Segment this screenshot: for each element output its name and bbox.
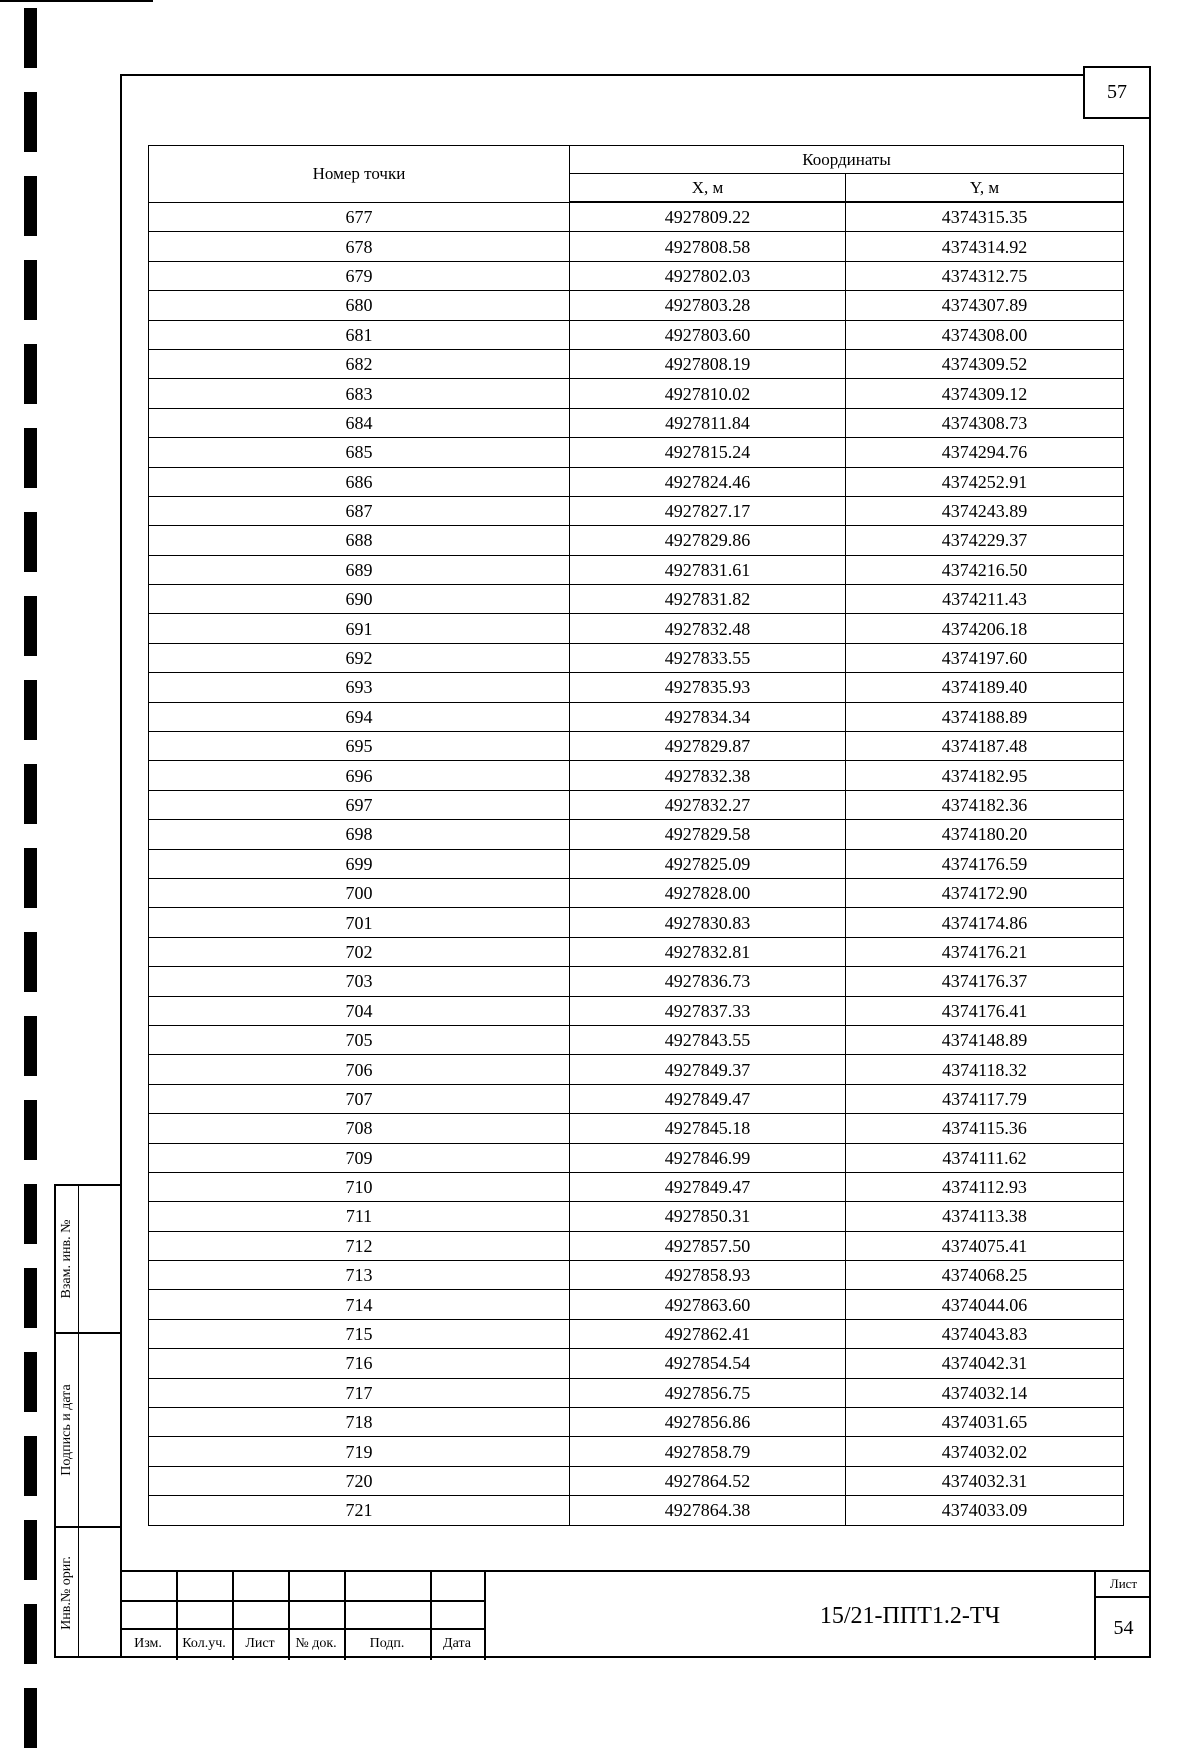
x-coordinate-cell: 4927864.52 [570, 1466, 846, 1495]
table-row [149, 761, 1124, 790]
table-row [149, 1378, 1124, 1407]
x-coordinate-cell: 4927832.38 [570, 761, 846, 790]
x-coordinate-cell: 4927843.55 [570, 1025, 846, 1054]
table-row [149, 320, 1124, 349]
x-coordinate-cell: 4927827.17 [570, 496, 846, 525]
table-row [149, 1202, 1124, 1231]
point-number-cell: 698 [149, 820, 570, 849]
table-row [149, 261, 1124, 290]
x-coordinate-cell: 4927835.93 [570, 673, 846, 702]
scan-mark [24, 1268, 37, 1328]
table-row [149, 1290, 1124, 1319]
table-row [149, 438, 1124, 467]
table-row [149, 1496, 1124, 1525]
x-coordinate-cell: 4927845.18 [570, 1114, 846, 1143]
point-number-cell: 686 [149, 467, 570, 496]
y-coordinate-cell: 4374309.52 [846, 349, 1124, 378]
x-coordinate-cell: 4927829.86 [570, 526, 846, 555]
point-number-cell: 683 [149, 379, 570, 408]
y-coordinate-cell: 4374112.93 [846, 1172, 1124, 1201]
scan-mark [24, 1016, 37, 1076]
x-coordinate-cell: 4927834.34 [570, 702, 846, 731]
point-number-cell: 702 [149, 937, 570, 966]
y-coordinate-cell: 4374117.79 [846, 1084, 1124, 1113]
scan-mark [24, 848, 37, 908]
table-row [149, 1437, 1124, 1466]
y-coordinate-cell: 4374307.89 [846, 291, 1124, 320]
y-coordinate-cell: 4374308.00 [846, 320, 1124, 349]
table-row [149, 1319, 1124, 1348]
table-row [149, 1349, 1124, 1378]
y-coordinate-cell: 4374206.18 [846, 614, 1124, 643]
y-coordinate-cell: 4374032.02 [846, 1437, 1124, 1466]
x-coordinate-cell: 4927802.03 [570, 261, 846, 290]
table-row [149, 1172, 1124, 1201]
scan-mark [24, 932, 37, 992]
y-coordinate-cell: 4374315.35 [846, 202, 1124, 232]
point-number-cell: 712 [149, 1231, 570, 1260]
point-number-cell: 709 [149, 1143, 570, 1172]
point-number-cell: 695 [149, 732, 570, 761]
y-coordinate-cell: 4374252.91 [846, 467, 1124, 496]
table-row [149, 408, 1124, 437]
point-number-cell: 699 [149, 849, 570, 878]
point-number-cell: 689 [149, 555, 570, 584]
table-row [149, 291, 1124, 320]
y-coordinate-cell: 4374031.65 [846, 1408, 1124, 1437]
table-row [149, 202, 1124, 232]
y-coordinate-cell: 4374075.41 [846, 1231, 1124, 1260]
tb-col-signature: Подп. [369, 1636, 405, 1651]
scan-mark [24, 8, 37, 68]
point-number-cell: 707 [149, 1084, 570, 1113]
sheet-label: Лист [1109, 1576, 1138, 1591]
point-number-cell: 682 [149, 349, 570, 378]
table-row [149, 937, 1124, 966]
x-coordinate-cell: 4927833.55 [570, 643, 846, 672]
y-coordinate-cell: 4374115.36 [846, 1114, 1124, 1143]
point-number-cell: 687 [149, 496, 570, 525]
table-row [149, 908, 1124, 937]
point-number-cell: 685 [149, 438, 570, 467]
x-coordinate-cell: 4927832.48 [570, 614, 846, 643]
table-row [149, 702, 1124, 731]
scan-mark [24, 1436, 37, 1496]
table-row [149, 232, 1124, 261]
point-number-cell: 677 [149, 202, 570, 232]
x-coordinate-cell: 4927857.50 [570, 1231, 846, 1260]
x-coordinate-cell: 4927808.19 [570, 349, 846, 378]
scan-mark [24, 1100, 37, 1160]
x-coordinate-cell: 4927803.28 [570, 291, 846, 320]
scan-mark [24, 1688, 37, 1748]
x-coordinate-cell: 4927832.81 [570, 937, 846, 966]
point-number-cell: 697 [149, 790, 570, 819]
tb-col-date: Дата [443, 1636, 471, 1651]
point-number-cell: 700 [149, 878, 570, 907]
y-coordinate-cell: 4374187.48 [846, 732, 1124, 761]
x-coordinate-cell: 4927808.58 [570, 232, 846, 261]
scan-mark [24, 1352, 37, 1412]
table-row [149, 820, 1124, 849]
scan-mark [24, 344, 37, 404]
point-number-cell: 681 [149, 320, 570, 349]
y-coordinate-cell: 4374043.83 [846, 1319, 1124, 1348]
y-coordinate-cell: 4374148.89 [846, 1025, 1124, 1054]
x-coordinate-cell: 4927829.87 [570, 732, 846, 761]
point-number-cell: 713 [149, 1261, 570, 1290]
scan-mark [24, 764, 37, 824]
scan-mark [24, 1604, 37, 1664]
table-row [149, 585, 1124, 614]
point-number-cell: 708 [149, 1114, 570, 1143]
x-coordinate-cell: 4927858.93 [570, 1261, 846, 1290]
x-coordinate-cell: 4927849.47 [570, 1084, 846, 1113]
header-y: Y, м [846, 174, 1124, 203]
y-coordinate-cell: 4374243.89 [846, 496, 1124, 525]
table-row [149, 467, 1124, 496]
y-coordinate-cell: 4374182.95 [846, 761, 1124, 790]
y-coordinate-cell: 4374309.12 [846, 379, 1124, 408]
x-coordinate-cell: 4927824.46 [570, 467, 846, 496]
table-row [149, 1055, 1124, 1084]
point-number-cell: 720 [149, 1466, 570, 1495]
tb-col-change: Изм. [134, 1636, 162, 1651]
title-block [120, 1570, 1151, 1658]
table-row [149, 1143, 1124, 1172]
y-coordinate-cell: 4374032.31 [846, 1466, 1124, 1495]
x-coordinate-cell: 4927831.82 [570, 585, 846, 614]
scan-mark [24, 260, 37, 320]
point-number-cell: 701 [149, 908, 570, 937]
scan-mark [24, 680, 37, 740]
header-x: X, м [570, 174, 846, 203]
y-coordinate-cell: 4374211.43 [846, 585, 1124, 614]
table-row [149, 643, 1124, 672]
y-coordinate-cell: 4374042.31 [846, 1349, 1124, 1378]
document-code: 15/21-ППТ1.2-ТЧ [819, 1602, 1001, 1629]
point-number-cell: 718 [149, 1408, 570, 1437]
y-coordinate-cell: 4374033.09 [846, 1496, 1124, 1525]
point-number-cell: 688 [149, 526, 570, 555]
scan-mark [24, 1184, 37, 1244]
point-number-cell: 690 [149, 585, 570, 614]
table-row [149, 496, 1124, 525]
table-row [149, 1114, 1124, 1143]
point-number-cell: 704 [149, 996, 570, 1025]
table-row [149, 673, 1124, 702]
y-coordinate-cell: 4374188.89 [846, 702, 1124, 731]
x-coordinate-cell: 4927858.79 [570, 1437, 846, 1466]
table-row [149, 996, 1124, 1025]
y-coordinate-cell: 4374189.40 [846, 673, 1124, 702]
table-row [149, 1025, 1124, 1054]
point-number-cell: 711 [149, 1202, 570, 1231]
table-row [149, 967, 1124, 996]
point-number-cell: 703 [149, 967, 570, 996]
point-number-cell: 679 [149, 261, 570, 290]
x-coordinate-cell: 4927846.99 [570, 1143, 846, 1172]
strip-cell-original [56, 1528, 120, 1658]
x-coordinate-cell: 4927831.61 [570, 555, 846, 584]
table-row [149, 849, 1124, 878]
x-coordinate-cell: 4927836.73 [570, 967, 846, 996]
x-coordinate-cell: 4927849.37 [570, 1055, 846, 1084]
y-coordinate-cell: 4374314.92 [846, 232, 1124, 261]
scan-edge-line [0, 0, 153, 2]
x-coordinate-cell: 4927850.31 [570, 1202, 846, 1231]
y-coordinate-cell: 4374312.75 [846, 261, 1124, 290]
y-coordinate-cell: 4374176.41 [846, 996, 1124, 1025]
x-coordinate-cell: 4927810.02 [570, 379, 846, 408]
point-number-cell: 717 [149, 1378, 570, 1407]
x-coordinate-cell: 4927832.27 [570, 790, 846, 819]
y-coordinate-cell: 4374044.06 [846, 1290, 1124, 1319]
point-number-cell: 691 [149, 614, 570, 643]
x-coordinate-cell: 4927856.86 [570, 1408, 846, 1437]
scan-mark [24, 176, 37, 236]
table-row [149, 526, 1124, 555]
point-number-cell: 710 [149, 1172, 570, 1201]
y-coordinate-cell: 4374182.36 [846, 790, 1124, 819]
x-coordinate-cell: 4927863.60 [570, 1290, 846, 1319]
table-row [149, 1231, 1124, 1260]
point-number-cell: 680 [149, 291, 570, 320]
point-number-cell: 719 [149, 1437, 570, 1466]
point-number-cell: 684 [149, 408, 570, 437]
scan-mark [24, 1520, 37, 1580]
point-number-cell: 705 [149, 1025, 570, 1054]
y-coordinate-cell: 4374174.86 [846, 908, 1124, 937]
table-body [149, 202, 1124, 1525]
y-coordinate-cell: 4374176.59 [846, 849, 1124, 878]
table-row [149, 614, 1124, 643]
x-coordinate-cell: 4927864.38 [570, 1496, 846, 1525]
strip-cell-replacement [56, 1186, 120, 1334]
point-number-cell: 706 [149, 1055, 570, 1084]
x-coordinate-cell: 4927830.83 [570, 908, 846, 937]
strip-label-signature-date: Подпись и дата [59, 1384, 74, 1476]
point-number-cell: 693 [149, 673, 570, 702]
y-coordinate-cell: 4374197.60 [846, 643, 1124, 672]
scan-mark [24, 596, 37, 656]
point-number-cell: 694 [149, 702, 570, 731]
table-row [149, 1084, 1124, 1113]
x-coordinate-cell: 4927856.75 [570, 1378, 846, 1407]
x-coordinate-cell: 4927828.00 [570, 878, 846, 907]
y-coordinate-cell: 4374176.37 [846, 967, 1124, 996]
table-row [149, 555, 1124, 584]
x-coordinate-cell: 4927815.24 [570, 438, 846, 467]
x-coordinate-cell: 4927862.41 [570, 1319, 846, 1348]
scan-mark [24, 428, 37, 488]
x-coordinate-cell: 4927809.22 [570, 202, 846, 232]
strip-label-replacement-inv: Взам. инв. № [59, 1219, 74, 1299]
page-number: 57 [1083, 66, 1151, 119]
point-number-cell: 714 [149, 1290, 570, 1319]
y-coordinate-cell: 4374180.20 [846, 820, 1124, 849]
table-row [149, 349, 1124, 378]
y-coordinate-cell: 4374111.62 [846, 1143, 1124, 1172]
tb-col-doc-number: № док. [295, 1636, 337, 1651]
point-number-cell: 715 [149, 1319, 570, 1348]
y-coordinate-cell: 4374216.50 [846, 555, 1124, 584]
x-coordinate-cell: 4927854.54 [570, 1349, 846, 1378]
table-row [149, 1408, 1124, 1437]
table-row [149, 379, 1124, 408]
table-row [149, 790, 1124, 819]
point-number-cell: 678 [149, 232, 570, 261]
sheet-number: 54 [1113, 1616, 1134, 1639]
scan-mark [24, 92, 37, 152]
x-coordinate-cell: 4927825.09 [570, 849, 846, 878]
point-number-cell: 716 [149, 1349, 570, 1378]
scan-mark [24, 512, 37, 572]
x-coordinate-cell: 4927837.33 [570, 996, 846, 1025]
y-coordinate-cell: 4374113.38 [846, 1202, 1124, 1231]
strip-label-original-inv: Инв.№ ориг. [59, 1556, 74, 1630]
x-coordinate-cell: 4927849.47 [570, 1172, 846, 1201]
table-row [149, 878, 1124, 907]
table-row [149, 732, 1124, 761]
table-row [149, 1261, 1124, 1290]
y-coordinate-cell: 4374172.90 [846, 878, 1124, 907]
tb-col-sheet: Лист [245, 1636, 275, 1651]
tb-col-count: Кол.уч. [182, 1636, 226, 1651]
y-coordinate-cell: 4374176.21 [846, 937, 1124, 966]
point-number-cell: 721 [149, 1496, 570, 1525]
x-coordinate-cell: 4927811.84 [570, 408, 846, 437]
header-coordinates: Координаты [570, 146, 1124, 174]
x-coordinate-cell: 4927803.60 [570, 320, 846, 349]
table-row [149, 1466, 1124, 1495]
header-point-number: Номер точки [149, 146, 570, 203]
point-number-cell: 696 [149, 761, 570, 790]
y-coordinate-cell: 4374118.32 [846, 1055, 1124, 1084]
y-coordinate-cell: 4374068.25 [846, 1261, 1124, 1290]
y-coordinate-cell: 4374229.37 [846, 526, 1124, 555]
y-coordinate-cell: 4374294.76 [846, 438, 1124, 467]
strip-cell-signature [56, 1334, 120, 1528]
coordinates-table [148, 145, 1124, 1526]
y-coordinate-cell: 4374308.73 [846, 408, 1124, 437]
point-number-cell: 692 [149, 643, 570, 672]
approval-strip [54, 1184, 120, 1658]
x-coordinate-cell: 4927829.58 [570, 820, 846, 849]
y-coordinate-cell: 4374032.14 [846, 1378, 1124, 1407]
